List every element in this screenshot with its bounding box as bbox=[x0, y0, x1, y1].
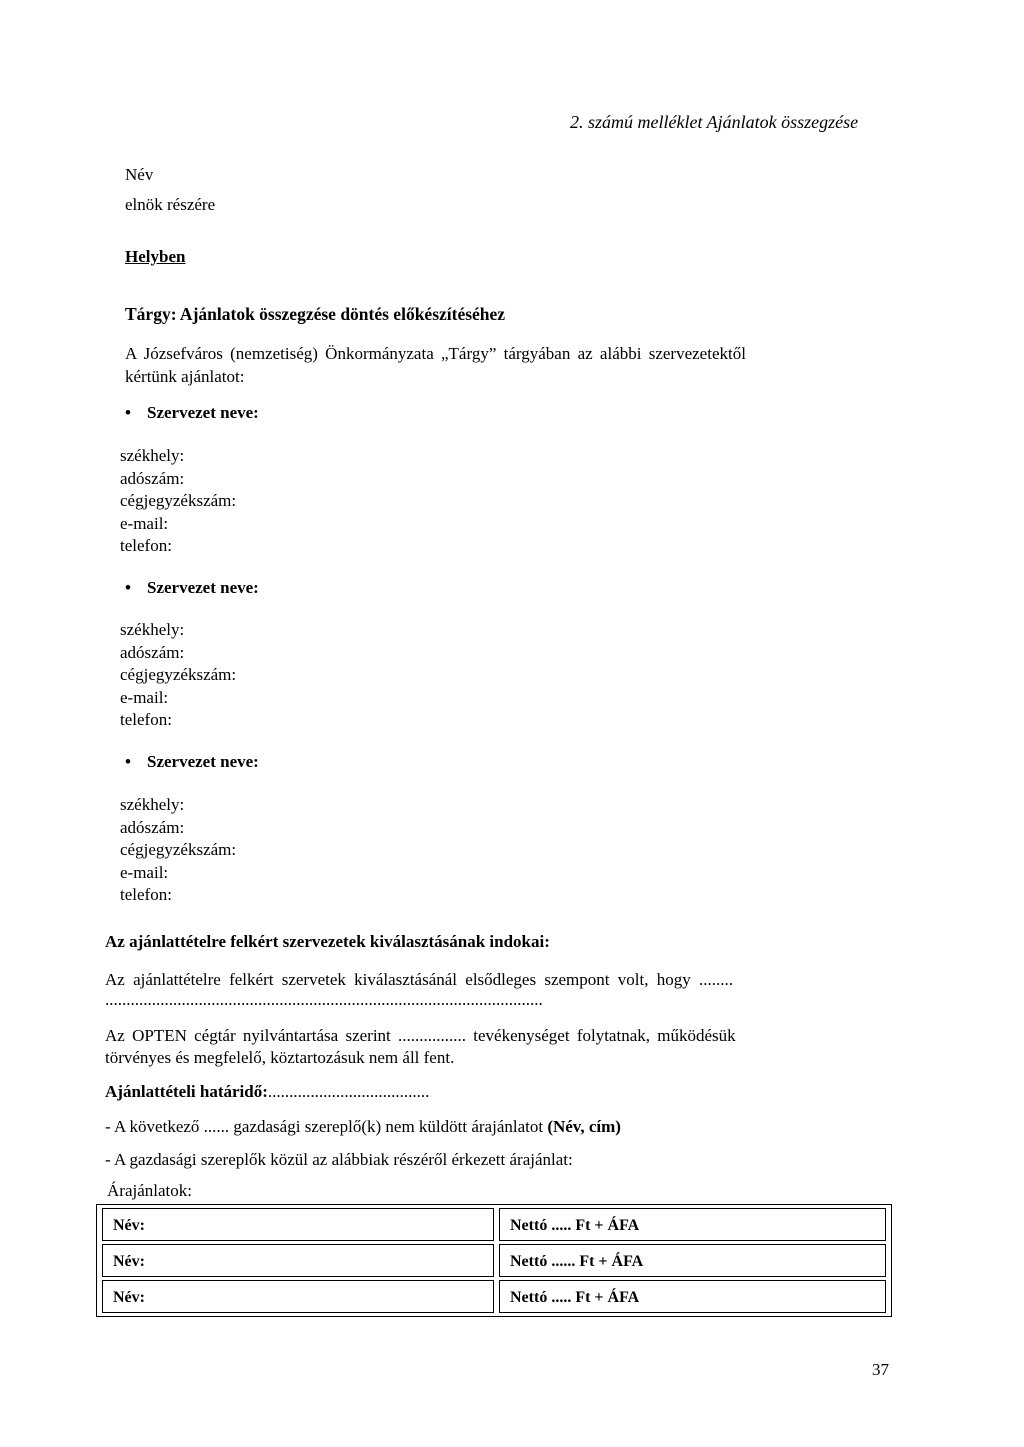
offers-table bbox=[96, 1204, 892, 1317]
table-row bbox=[102, 1280, 886, 1313]
org-2-title: • Szervezet neve: bbox=[125, 578, 259, 598]
org-1-title: • Szervezet neve: bbox=[125, 403, 259, 423]
org-3-title: • Szervezet neve: bbox=[125, 752, 259, 772]
recipient-role: elnök részére bbox=[125, 195, 216, 214]
opten-line-2: törvényes és megfelelő, köztartozásuk nem áll fent. bbox=[105, 1048, 455, 1067]
org-field: telefon: bbox=[120, 710, 172, 729]
intro-line-1: A Józsefváros (nemzetiség) Önkormányzata „Tárgy” tárgyában az alábbi szervezetektől bbox=[125, 344, 746, 363]
offers-label: Árajánlatok: bbox=[107, 1181, 192, 1200]
received-note: - A gazdasági szereplők közül az alábbiak részéről érkezett árajánlat: bbox=[105, 1150, 573, 1169]
table-row bbox=[102, 1244, 886, 1277]
opten-line-1: Az OPTEN cégtár nyilvántartása szerint ................ tevékenységet folytatnak, működésük bbox=[105, 1026, 736, 1045]
subject-line: Tárgy: Ajánlatok összegzése döntés előkészítéséhez bbox=[125, 304, 506, 324]
org-field: e-mail: bbox=[120, 513, 169, 533]
org-field: adószám: bbox=[120, 642, 185, 662]
org-field: székhely: bbox=[120, 446, 185, 465]
offer-price: Nettó ..... Ft + ÁFA bbox=[499, 1280, 886, 1313]
org-field: székhely: bbox=[120, 620, 185, 639]
offer-price: Nettó ...... Ft + ÁFA bbox=[499, 1244, 886, 1277]
table-row bbox=[102, 1208, 886, 1241]
offer-name: Név: bbox=[102, 1244, 494, 1277]
org-field: székhely: bbox=[120, 795, 185, 814]
deadline bbox=[105, 1082, 429, 1102]
no-offer-note: - A következő ...... gazdasági szereplő(k) nem küldött árajánlatot (Név, cím) bbox=[105, 1117, 621, 1136]
org-1-fields bbox=[120, 445, 236, 558]
annex-title: 2. számú melléklet Ajánlatok összegzése bbox=[570, 112, 859, 132]
org-2-fields bbox=[120, 619, 236, 732]
recipient-name: Név bbox=[125, 165, 154, 184]
selection-heading: Az ajánlattételre felkért szervezetek kiválasztásának indokai: bbox=[105, 932, 550, 951]
org-field: telefon: bbox=[120, 885, 172, 904]
org-field: cégjegyzékszám: bbox=[120, 491, 237, 510]
org-field: e-mail: bbox=[120, 862, 169, 882]
org-field: adószám: bbox=[120, 817, 185, 837]
selection-line-1: Az ajánlattételre felkért szervetek kiválasztásánál elsődleges szempont volt, hogy ........ bbox=[105, 970, 733, 989]
org-3-fields bbox=[120, 794, 236, 907]
offer-name: Név: bbox=[102, 1208, 494, 1241]
offer-name: Név: bbox=[102, 1280, 494, 1313]
intro-line-2: kértünk ajánlatot: bbox=[125, 367, 245, 386]
org-field: adószám: bbox=[120, 468, 185, 488]
org-field: e-mail: bbox=[120, 687, 169, 707]
deadline-label: Ajánlattételi határidő: bbox=[105, 1082, 268, 1101]
recipient-location: Helyben bbox=[125, 247, 186, 266]
org-field: cégjegyzékszám: bbox=[120, 840, 237, 859]
deadline-dots: ...................................... bbox=[267, 1082, 430, 1101]
offer-price: Nettó ..... Ft + ÁFA bbox=[499, 1208, 886, 1241]
org-field: cégjegyzékszám: bbox=[120, 665, 237, 684]
org-field: telefon: bbox=[120, 536, 172, 555]
selection-line-2: ....................................................................................................... bbox=[105, 990, 543, 1009]
page-number: 37 bbox=[872, 1360, 889, 1379]
